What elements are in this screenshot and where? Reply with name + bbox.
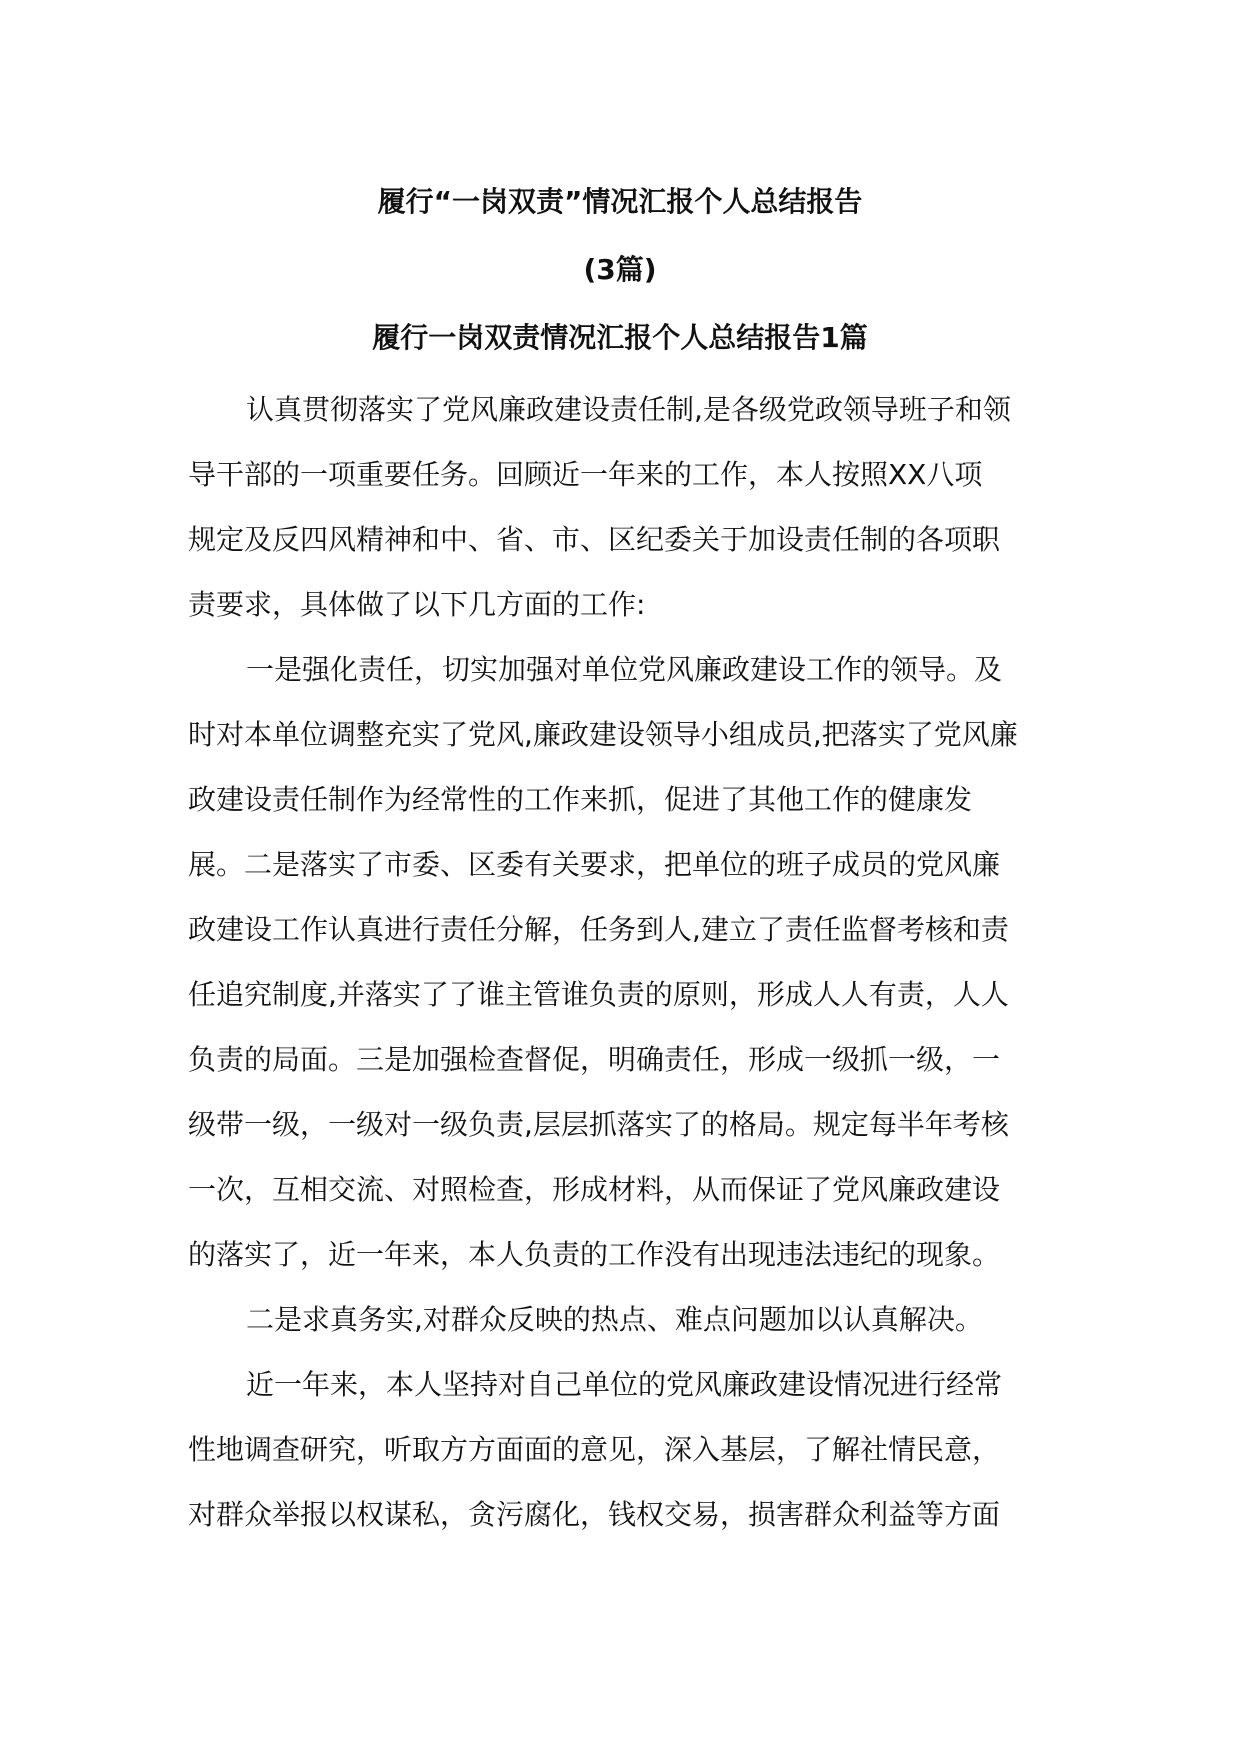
paragraph-3 [188, 1287, 1060, 1352]
paragraph-line: 任追究制度,并落实了了谁主管谁负责的原则，形成人人有责，人人 [188, 978, 1009, 1011]
paragraph-line: 一次，互相交流、对照检查，形成材料，从而保证了党风廉政建设 [188, 1173, 1001, 1206]
paragraph-2 [188, 637, 1060, 1287]
paragraph-1 [188, 377, 1060, 637]
paragraph-4 [188, 1352, 1060, 1547]
document-body [188, 377, 1060, 1547]
paragraph-line: 认真贯彻落实了党风廉政建设责任制,是各级党政领导班子和领 [246, 393, 1011, 426]
paragraph-line: 的落实了，近一年来，本人负责的工作没有出现违法违纪的现象。 [188, 1238, 1001, 1271]
paragraph-line: 一是强化责任，切实加强对单位党风廉政建设工作的领导。及 [246, 653, 1003, 686]
paragraph-line: 性地调查研究，听取方方面面的意见，深入基层，了解社情民意， [188, 1433, 1001, 1466]
section-title: 履行一岗双责情况汇报个人总结报告1篇 [372, 321, 868, 354]
paragraph-line: 导干部的一项重要任务。回顾近一年来的工作，本人按照XX八项 [188, 458, 983, 491]
paragraph-line: 责要求，具体做了以下几方面的工作: [188, 588, 646, 621]
paragraph-line: 展。二是落实了市委、区委有关要求，把单位的班子成员的党风廉 [188, 848, 1001, 881]
document-subtitle: (3篇) [583, 253, 657, 286]
paragraph-line: 二是求真务实,对群众反映的热点、难点问题加以认真解决。 [246, 1303, 983, 1336]
paragraph-line: 对群众举报以权谋私，贪污腐化，钱权交易，损害群众利益等方面 [188, 1498, 1001, 1531]
paragraph-line: 近一年来，本人坚持对自己单位的党风廉政建设情况进行经常 [246, 1368, 1003, 1401]
paragraph-line: 负责的局面。三是加强检查督促，明确责任，形成一级抓一级，一 [188, 1043, 1001, 1076]
paragraph-line: 级带一级，一级对一级负责,层层抓落实了的格局。规定每半年考核 [188, 1108, 1009, 1141]
paragraph-line: 政建设工作认真进行责任分解，任务到人,建立了责任监督考核和责 [188, 913, 1009, 946]
document-title: 履行“一岗双责”情况汇报个人总结报告 [377, 185, 863, 218]
paragraph-line: 政建设责任制作为经常性的工作来抓，促进了其他工作的健康发 [188, 783, 973, 816]
paragraph-line: 规定及反四风精神和中、省、市、区纪委关于加设责任制的各项职 [188, 523, 1001, 556]
paragraph-line: 时对本单位调整充实了党风,廉政建设领导小组成员,把落实了党风廉 [188, 718, 1018, 751]
